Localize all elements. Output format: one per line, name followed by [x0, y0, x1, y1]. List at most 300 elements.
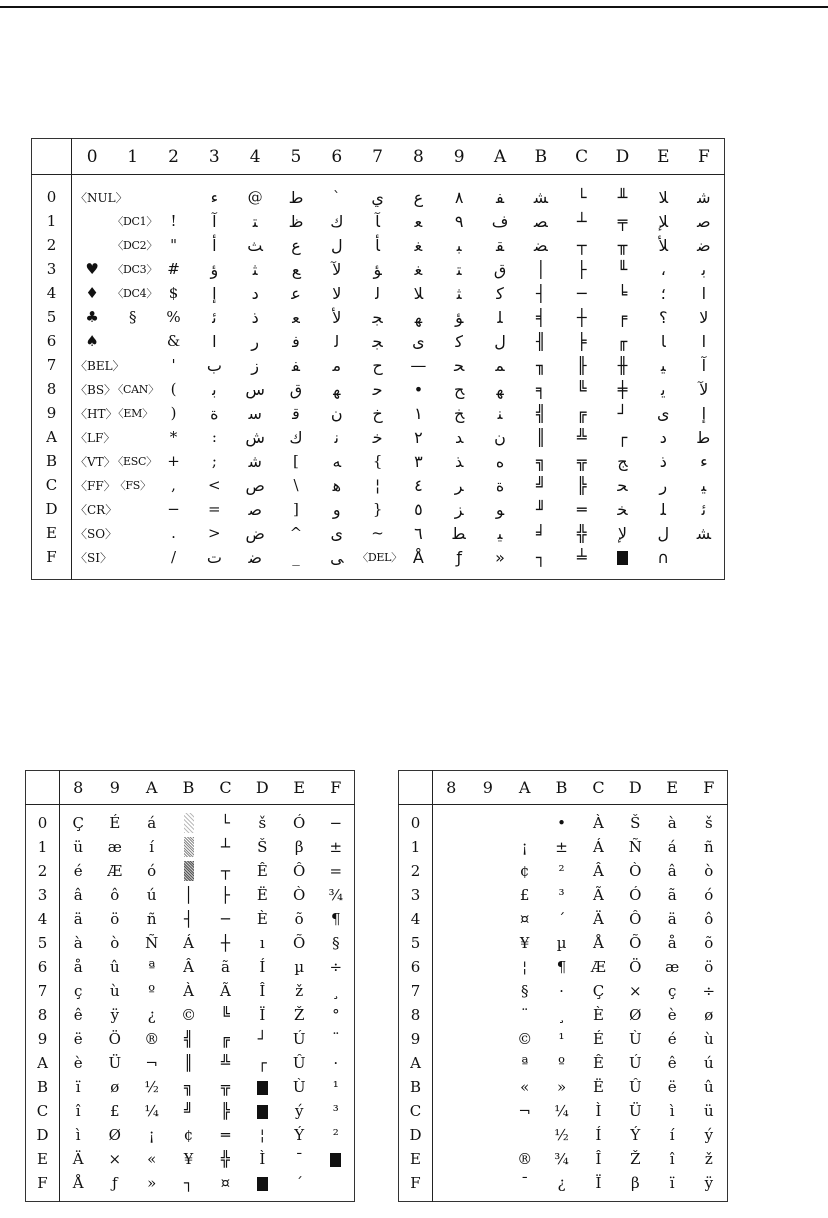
table-row — [26, 859, 355, 883]
char-cell: = — [208, 500, 221, 518]
char-cell: ﻙ — [289, 427, 303, 447]
char-cell: ﺭ — [251, 331, 260, 351]
table-row — [32, 449, 725, 473]
row-header: 3 — [26, 883, 60, 907]
char-cell — [433, 1171, 470, 1202]
column-header: B — [543, 771, 580, 805]
char-cell: ã — [667, 886, 677, 904]
column-header: 8 — [433, 771, 470, 805]
char-cell: ² — [332, 1126, 339, 1144]
char-cell: ╦ — [220, 1078, 230, 1096]
char-cell: ╦ — [576, 451, 587, 471]
char-cell: ﺎ — [660, 331, 666, 351]
char-cell: Ó — [629, 886, 642, 904]
char-cell: š — [704, 814, 713, 832]
char-cell: ¿ — [557, 1174, 566, 1192]
char-cell: ﺜ — [252, 259, 258, 279]
char-cell: Å — [593, 934, 604, 952]
char-cell — [112, 521, 153, 545]
char-cell: ﺏ — [206, 355, 222, 375]
char-cell: ﺷ — [697, 187, 711, 207]
char-cell: à — [667, 814, 677, 832]
char-cell: ó — [147, 862, 157, 880]
char-cell: + — [167, 452, 180, 470]
char-cell: Ï — [259, 1006, 266, 1024]
char-cell: × — [108, 1150, 122, 1168]
row-header: 8 — [26, 1003, 60, 1027]
char-cell: ║ — [536, 427, 546, 447]
char-cell: ╫ — [617, 355, 628, 375]
char-cell: ø — [704, 1006, 714, 1024]
char-cell: 〈DC3〉 — [112, 263, 158, 276]
table-row — [32, 377, 725, 401]
char-cell: ¦ — [374, 475, 381, 495]
char-cell: ═ — [576, 499, 587, 519]
char-cell: : — [211, 428, 217, 446]
column-header: B — [170, 771, 207, 805]
char-cell — [318, 1171, 355, 1202]
char-cell: ﺮ — [454, 475, 464, 495]
char-cell: ® — [144, 1030, 160, 1048]
char-cell: ♠ — [85, 332, 99, 350]
char-cell: Ì — [595, 1102, 602, 1120]
char-cell: ﺿ — [248, 547, 262, 567]
char-cell: ã — [220, 958, 230, 976]
char-cell: ﺦ — [454, 403, 465, 423]
row-header: C — [32, 473, 72, 497]
char-cell: ç — [73, 982, 83, 1000]
char-cell: ö — [704, 958, 714, 976]
char-cell: ﺫ — [251, 307, 259, 327]
char-cell: ٤ — [414, 475, 423, 495]
char-cell: ا — [212, 331, 217, 351]
char-cell: â — [667, 862, 677, 880]
table-row — [32, 473, 725, 497]
char-cell: ┼ — [220, 934, 230, 952]
column-header: 7 — [357, 139, 398, 175]
char-cell: Æ — [590, 958, 606, 976]
char-cell: 〈SI〉 — [75, 550, 112, 565]
char-cell: ﻰ — [330, 547, 344, 567]
char-cell: ﻝ — [657, 523, 670, 543]
char-cell: ﻼ — [413, 283, 424, 303]
char-cell: $ — [168, 284, 179, 302]
char-cell: ﻮ — [495, 499, 505, 519]
char-cell: ~ — [371, 524, 384, 542]
char-cell: ¯ — [295, 1150, 303, 1168]
char-cell: £ — [110, 1102, 120, 1120]
char-cell: ı — [259, 934, 265, 952]
char-cell: ) — [170, 404, 177, 422]
char-cell: Ô — [293, 862, 306, 880]
char-cell: Û — [292, 1054, 306, 1072]
char-cell: ¿ — [147, 1006, 156, 1024]
char-cell: É — [592, 1030, 604, 1048]
char-cell: ﻥ — [494, 427, 506, 447]
table-row — [399, 931, 728, 955]
column-header: 0 — [72, 139, 113, 175]
table-row — [32, 329, 725, 353]
char-cell: ﺒ — [456, 235, 462, 255]
char-cell: ﺍ — [701, 283, 707, 303]
char-cell: Ý — [294, 1126, 305, 1144]
char-cell: á — [667, 838, 677, 856]
char-cell — [433, 1051, 470, 1075]
latin-code-table-left — [25, 770, 355, 1202]
char-cell: ﺱ — [245, 379, 265, 399]
char-cell: ó — [704, 886, 714, 904]
char-cell: ﺸ — [696, 523, 711, 543]
table-row — [399, 835, 728, 859]
char-cell: Ñ — [145, 934, 159, 952]
char-cell: ١ — [414, 403, 423, 423]
char-cell: « — [520, 1078, 530, 1096]
char-cell: § — [520, 982, 529, 1000]
table-row — [399, 1123, 728, 1147]
char-cell: ² — [558, 862, 565, 880]
char-cell — [469, 805, 506, 836]
char-cell — [469, 883, 506, 907]
char-cell: ﻗ — [292, 403, 300, 423]
char-cell — [469, 835, 506, 859]
char-cell: · — [559, 982, 564, 1000]
char-cell — [433, 955, 470, 979]
table-row — [399, 1003, 728, 1027]
char-cell: ╠ — [220, 1102, 230, 1120]
char-cell: ﻃ — [697, 427, 711, 447]
block-glyph — [257, 1105, 268, 1119]
char-cell: ╗ — [184, 1078, 194, 1096]
char-cell — [469, 1099, 506, 1123]
char-cell — [433, 931, 470, 955]
char-cell: 〈BEL〉 — [75, 358, 125, 373]
column-header: 2 — [153, 139, 194, 175]
table-row — [26, 835, 355, 859]
char-cell: Æ — [107, 862, 123, 880]
char-cell: ╗ — [536, 451, 546, 471]
char-cell — [469, 1003, 506, 1027]
char-cell: Ç — [72, 814, 84, 832]
char-cell: ╓ — [617, 331, 628, 351]
row-header: 7 — [26, 979, 60, 1003]
table-row — [26, 931, 355, 955]
row-header: 4 — [32, 281, 72, 305]
char-cell: Å — [412, 547, 424, 567]
char-cell: ! — [170, 212, 177, 230]
char-cell: Î — [595, 1150, 602, 1168]
char-cell: ╟ — [576, 355, 587, 375]
char-cell: " — [170, 236, 177, 254]
char-cell: ﺋ — [212, 307, 217, 327]
char-cell: º — [558, 1054, 566, 1072]
char-cell: ﺬ — [455, 451, 464, 471]
char-cell: 〈HT〉 — [75, 406, 118, 421]
row-header: 5 — [399, 931, 433, 955]
char-cell: ø — [110, 1078, 120, 1096]
char-cell: ﺷ — [248, 451, 262, 471]
char-cell: ﺠ — [372, 331, 383, 351]
char-cell: ╚ — [220, 1006, 230, 1024]
char-cell: ¶ — [556, 958, 567, 976]
row-header: E — [399, 1147, 433, 1171]
char-cell: ÿ — [704, 1174, 714, 1192]
row-header: D — [399, 1123, 433, 1147]
char-cell: Á — [183, 934, 194, 952]
char-cell: ¼ — [144, 1102, 159, 1120]
char-cell: ─ — [220, 910, 230, 928]
char-cell — [433, 907, 470, 931]
char-cell: Å — [72, 1174, 84, 1192]
char-cell: ﺅ — [210, 259, 219, 279]
char-cell: ┴ — [576, 211, 587, 231]
char-cell: ¦ — [522, 958, 528, 976]
char-cell: ¡ — [148, 1126, 155, 1144]
char-cell: ─ — [576, 283, 587, 303]
char-cell — [506, 805, 543, 836]
table-row — [399, 907, 728, 931]
char-cell: ´ — [557, 910, 566, 928]
char-cell: ú — [146, 886, 157, 904]
char-cell: ٣ — [414, 451, 423, 471]
char-cell: À — [593, 814, 604, 832]
char-cell: ╞ — [576, 331, 587, 351]
char-cell: ﺆ — [373, 259, 382, 279]
char-cell: ┼ — [576, 307, 587, 327]
column-header: F — [318, 771, 355, 805]
char-cell: ﻟ — [334, 331, 340, 351]
char-cell: ﻉ — [413, 187, 424, 207]
column-header: 1 — [112, 139, 153, 175]
char-cell — [433, 979, 470, 1003]
column-header: C — [580, 771, 617, 805]
char-cell — [602, 545, 643, 580]
char-cell: ÷ — [702, 982, 716, 1000]
char-cell: ë — [73, 1030, 83, 1048]
char-cell: ﻬ — [496, 379, 504, 399]
char-cell: ﺂ — [375, 211, 381, 231]
char-cell: É — [109, 814, 121, 832]
char-cell: ﻓ — [292, 331, 300, 351]
char-cell: © — [517, 1030, 533, 1048]
char-cell: ٦ — [414, 523, 423, 543]
table-row — [26, 883, 355, 907]
char-cell: < — [208, 476, 221, 494]
table-row — [32, 175, 725, 210]
char-cell: ﻭ — [332, 499, 341, 519]
char-cell: » — [495, 547, 505, 567]
char-cell: Í — [595, 1126, 602, 1144]
char-cell: ╢ — [536, 331, 546, 351]
char-cell: ﻯ — [330, 523, 344, 543]
char-cell: à — [73, 934, 83, 952]
arabic-code-table — [31, 138, 725, 580]
char-cell: ﻧ — [334, 427, 339, 447]
char-cell: ñ — [703, 838, 714, 856]
char-cell: ﺜ — [456, 283, 462, 303]
table-row — [26, 805, 355, 836]
char-cell: ├ — [220, 886, 230, 904]
char-cell: ، — [660, 259, 666, 279]
char-cell: ﺨ — [617, 499, 628, 519]
table-row — [399, 1075, 728, 1099]
char-cell: Ú — [292, 1030, 306, 1048]
char-cell: ╝ — [536, 475, 546, 495]
row-header: 4 — [26, 907, 60, 931]
char-cell: ﻺ — [658, 211, 669, 231]
char-cell: ¢ — [183, 1126, 194, 1144]
char-cell: á — [147, 814, 157, 832]
char-cell: Ë — [256, 886, 268, 904]
table-row — [32, 545, 725, 580]
char-cell: Ê — [256, 862, 268, 880]
char-cell: ¬ — [518, 1102, 531, 1120]
table-row — [32, 521, 725, 545]
char-cell: ♣ — [85, 308, 99, 326]
char-cell: ﻥ — [330, 403, 343, 423]
char-cell: ╡ — [536, 307, 546, 327]
char-cell: ﺰ — [454, 499, 464, 519]
table-row — [26, 1123, 355, 1147]
row-header: 9 — [399, 1027, 433, 1051]
column-header: 3 — [194, 139, 235, 175]
char-cell: ┐ — [536, 547, 546, 567]
row-header: 8 — [399, 1003, 433, 1027]
char-cell: 〈CR〉 — [75, 502, 118, 517]
char-cell: ﺼ — [533, 211, 548, 231]
column-header: F — [691, 771, 728, 805]
table-corner — [32, 139, 72, 175]
char-cell: ½ — [144, 1078, 159, 1096]
char-cell — [433, 1003, 470, 1027]
row-header: 1 — [399, 835, 433, 859]
char-cell: . — [171, 524, 176, 542]
char-cell: ﻌ — [414, 211, 423, 231]
char-cell: ¼ — [554, 1102, 569, 1120]
char-cell: ﺣ — [372, 379, 383, 399]
char-cell: Ò — [629, 862, 642, 880]
char-cell: ® — [517, 1150, 533, 1168]
char-cell: ﺵ — [245, 427, 265, 447]
char-cell: Ï — [595, 1174, 602, 1192]
char-cell — [244, 1171, 281, 1202]
char-cell: Õ — [293, 934, 306, 952]
table-row — [26, 979, 355, 1003]
char-cell: │ — [536, 259, 546, 279]
table-row — [399, 859, 728, 883]
char-cell — [433, 883, 470, 907]
char-cell: ä — [73, 910, 83, 928]
char-cell: ﺀ — [700, 451, 708, 471]
char-cell: ò — [110, 934, 120, 952]
char-cell: 〈DC1〉 — [112, 215, 158, 228]
char-cell: ﻐ — [414, 259, 423, 279]
char-cell: ﻛ — [455, 331, 464, 351]
table-row — [26, 1003, 355, 1027]
char-cell — [112, 497, 153, 521]
char-cell: © — [181, 1006, 197, 1024]
column-header: 6 — [316, 139, 357, 175]
table-row — [26, 907, 355, 931]
char-cell: È — [592, 1006, 604, 1024]
char-cell — [244, 1099, 281, 1123]
char-cell: ╕ — [536, 379, 546, 399]
char-cell: ﺓ — [210, 403, 219, 423]
char-cell: 〈VT〉 — [75, 454, 116, 469]
table-corner — [399, 771, 433, 805]
char-cell: ┤ — [184, 910, 194, 928]
char-cell: \ — [293, 476, 299, 494]
char-cell: é — [667, 1030, 677, 1048]
char-cell — [469, 955, 506, 979]
table-row — [26, 1075, 355, 1099]
char-cell: ؟ — [659, 307, 668, 327]
char-cell — [469, 1171, 506, 1202]
char-cell: ┤ — [536, 283, 546, 303]
char-cell: û — [109, 958, 120, 976]
char-cell: ¡ — [521, 838, 528, 856]
table-row — [26, 1147, 355, 1171]
char-cell: ٢ — [414, 427, 423, 447]
char-cell — [112, 425, 153, 449]
char-cell: š — [258, 814, 267, 832]
row-header: B — [26, 1075, 60, 1099]
char-cell: ÷ — [329, 958, 343, 976]
char-cell: » — [556, 1078, 567, 1096]
char-cell: Ã — [220, 982, 231, 1000]
table-row — [399, 1099, 728, 1123]
char-cell: Ñ — [628, 838, 642, 856]
char-cell: 〈DC2〉 — [112, 239, 158, 252]
char-cell: Ù — [292, 1078, 306, 1096]
char-cell: [ — [293, 452, 299, 470]
char-cell: ═ — [220, 1126, 230, 1144]
char-cell: ﺍ — [701, 331, 707, 351]
table-row — [399, 1171, 728, 1202]
char-cell: { — [372, 452, 383, 470]
char-cell: Ø — [108, 1126, 121, 1144]
char-cell: Š — [630, 814, 641, 832]
char-cell — [318, 1147, 355, 1171]
column-header: F — [684, 139, 725, 175]
char-cell — [433, 1123, 470, 1147]
char-cell: ¤ — [220, 1174, 231, 1192]
row-header: 7 — [399, 979, 433, 1003]
char-cell: ┴ — [220, 838, 230, 856]
char-cell: Ž — [630, 1150, 641, 1168]
char-cell: Ê — [592, 1054, 604, 1072]
latin-code-table-right — [398, 770, 728, 1202]
table-row — [26, 1051, 355, 1075]
char-cell: 〈ESC〉 — [112, 455, 157, 468]
char-cell: Ä — [593, 910, 604, 928]
char-cell: ه — [495, 451, 505, 471]
char-cell: ╪ — [617, 379, 628, 399]
char-cell: ﺽ — [245, 523, 265, 543]
char-cell: ³ — [558, 886, 565, 904]
char-cell: ﻊ — [291, 259, 301, 279]
column-header: A — [506, 771, 543, 805]
table-row — [32, 425, 725, 449]
char-cell: × — [629, 982, 642, 1000]
block-glyph — [257, 1081, 268, 1095]
char-cell: ÿ — [110, 1006, 120, 1024]
char-cell: ¾ — [554, 1150, 569, 1168]
char-cell: ﺭ — [659, 475, 668, 495]
char-cell — [170, 859, 207, 883]
char-cell: õ — [704, 934, 714, 952]
char-cell: 〈NUL〉 — [75, 190, 128, 205]
char-cell: ﻝ — [330, 235, 343, 255]
